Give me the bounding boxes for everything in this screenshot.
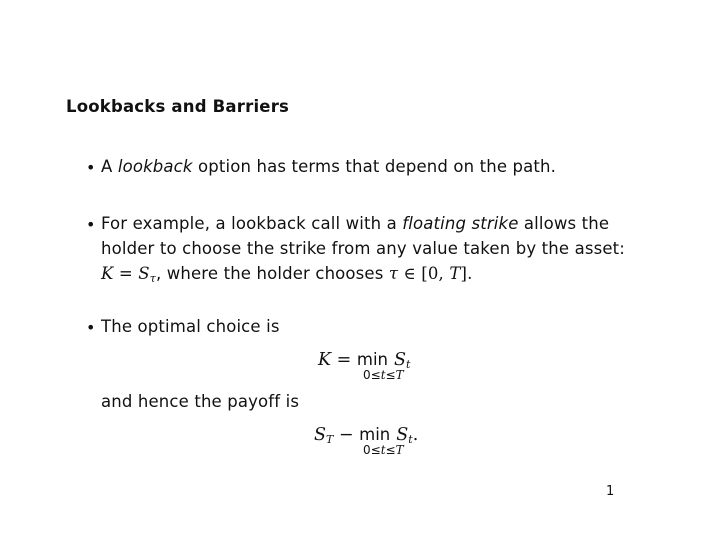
eq2-s: S bbox=[314, 425, 326, 445]
eq1-limit-t: t bbox=[380, 368, 386, 382]
eq2-limit-t: t bbox=[380, 443, 386, 457]
bullet-1-emphasis: lookback bbox=[117, 157, 193, 176]
eq2-s-subscript: T bbox=[326, 433, 334, 446]
eq2-period: . bbox=[412, 425, 419, 445]
math-interval-end: ]. bbox=[460, 264, 473, 283]
eq2-limit-le: ≤ bbox=[385, 443, 396, 457]
bullet-2-line-2: holder to choose the strike from any value taken by the asset: bbox=[101, 239, 625, 258]
eq1-limit-zero: 0≤ bbox=[363, 368, 381, 382]
eq2-variable: S bbox=[396, 425, 409, 445]
math-tau: τ bbox=[388, 264, 399, 283]
equation-2-limits bbox=[363, 443, 404, 457]
math-tau-subscript: τ bbox=[149, 272, 156, 285]
eq1-min-operator: min bbox=[356, 350, 388, 369]
eq1-equals: = bbox=[331, 350, 357, 370]
eq2-minus: − bbox=[333, 425, 360, 445]
eq1-limit-T: T bbox=[395, 368, 404, 382]
bullet-marker-3: • bbox=[86, 318, 96, 337]
eq2-limit-T: T bbox=[395, 443, 404, 457]
equation-1-limits bbox=[363, 368, 404, 382]
bullet-2-line-1 bbox=[101, 214, 609, 233]
bullet-2-text-post: allows the bbox=[518, 214, 610, 233]
bullet-marker-1: • bbox=[86, 158, 96, 177]
slide-title: Lookbacks and Barriers bbox=[66, 97, 290, 116]
math-equals: = bbox=[113, 264, 139, 283]
math-interval-start: ∈ [0, bbox=[398, 264, 450, 283]
bullet-1-text-pre: A bbox=[101, 157, 118, 176]
math-k: K bbox=[101, 264, 114, 283]
bullet-2-text-pre: For example, a lookback call with a bbox=[101, 214, 403, 233]
math-s: S bbox=[138, 264, 150, 283]
eq2-min-operator: min bbox=[359, 425, 391, 444]
bullet-2-line-3 bbox=[101, 264, 472, 285]
page-number: 1 bbox=[606, 484, 615, 499]
eq1-variable-subscript: t bbox=[406, 358, 411, 371]
bullet-2-emphasis: floating strike bbox=[402, 214, 519, 233]
eq2-variable-subscript: t bbox=[408, 433, 413, 446]
bullet-3-line-2: and hence the payoff is bbox=[101, 392, 300, 411]
eq1-limit-le: ≤ bbox=[385, 368, 396, 382]
bullet-1-text-post: option has terms that depend on the path. bbox=[192, 157, 557, 176]
eq1-lhs: K bbox=[318, 350, 332, 370]
eq1-variable: S bbox=[394, 350, 406, 370]
eq2-limit-zero: 0≤ bbox=[363, 443, 381, 457]
bullet-2-text-mid: , where the holder chooses bbox=[155, 264, 389, 283]
bullet-marker-2: • bbox=[86, 215, 96, 234]
bullet-1-line-1 bbox=[101, 157, 556, 176]
bullet-3-line-1: The optimal choice is bbox=[101, 317, 280, 336]
math-t-upper: T bbox=[449, 264, 461, 283]
